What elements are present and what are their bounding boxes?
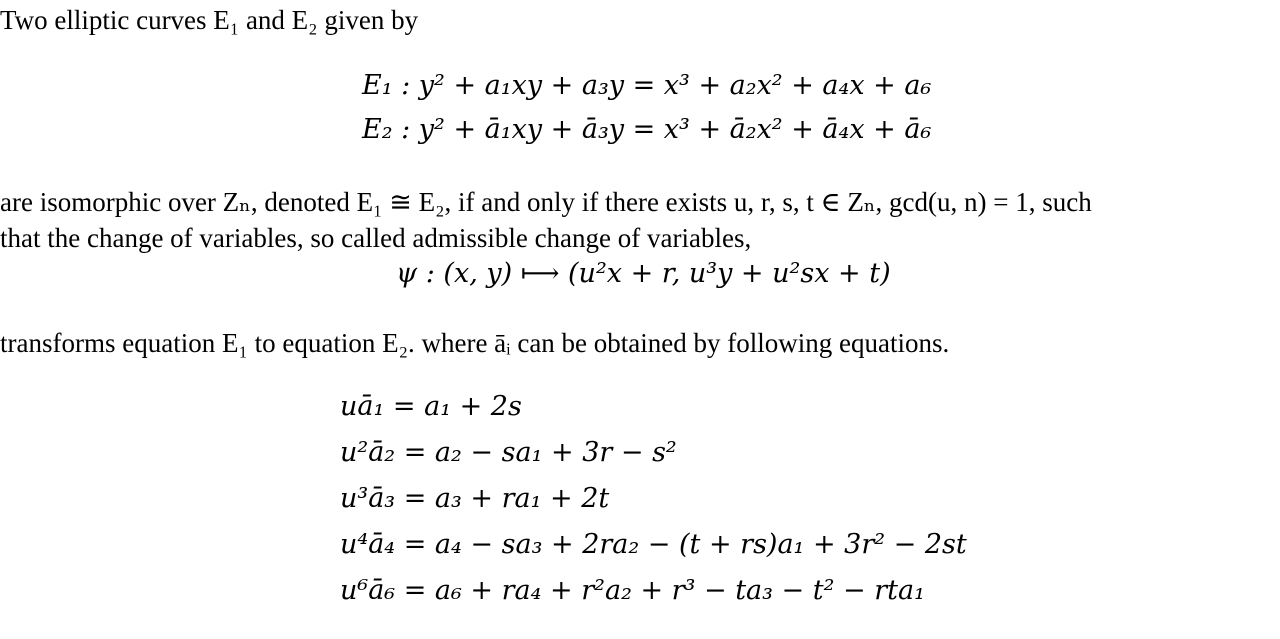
coefficient-equations bbox=[340, 384, 967, 614]
isomorphism-line-1: are isomorphic over Zₙ, denoted E₁ ≅ E₂, if and only if there exists u, r, s, t ∈ Zₙ, gcd(u, n) = 1, such bbox=[0, 187, 1092, 217]
coefficient-equation-a6: u⁶ā₆ = a₆ + ra₄ + r²a₂ + r³ − ta₃ − t² − rta₁ bbox=[340, 575, 925, 606]
coefficient-equation-a3: u³ā₃ = a₃ + ra₁ + 2t bbox=[340, 483, 610, 514]
transforms-paragraph bbox=[0, 325, 949, 361]
curve-equations bbox=[362, 66, 931, 150]
intro-text: Two elliptic curves E₁ and E₂ given by bbox=[0, 5, 419, 35]
intro-paragraph bbox=[0, 2, 418, 38]
coefficient-equation-a2: u²ā₂ = a₂ − sa₁ + 3r − s² bbox=[340, 437, 677, 468]
coefficient-equation-a4: u⁴ā₄ = a₄ − sa₃ + 2ra₂ − (t + rs)a₁ + 3r² − 2st bbox=[340, 529, 967, 560]
transforms-text: transforms equation E₁ to equation E₂. where āᵢ can be obtained by following equations. bbox=[0, 328, 950, 358]
isomorphism-line-2: that the change of variables, so called admissible change of variables, bbox=[0, 223, 752, 253]
coefficient-equation-a1: uā₁ = a₁ + 2s bbox=[340, 391, 522, 422]
curve-e1-equation: E₁ : y² + a₁xy + a₃y = x³ + a₂x² + a₄x + a₆ bbox=[362, 70, 932, 101]
isomorphism-paragraph bbox=[0, 184, 1092, 256]
psi-map: ψ : (x, y) ⟼ (u²x + r, u³y + u²sx + t) bbox=[396, 258, 891, 289]
change-of-variables-equation bbox=[396, 254, 891, 294]
curve-e2-equation: E₂ : y² + ā₁xy + ā₃y = x³ + ā₂x² + ā₄x + ā₆ bbox=[362, 114, 932, 145]
